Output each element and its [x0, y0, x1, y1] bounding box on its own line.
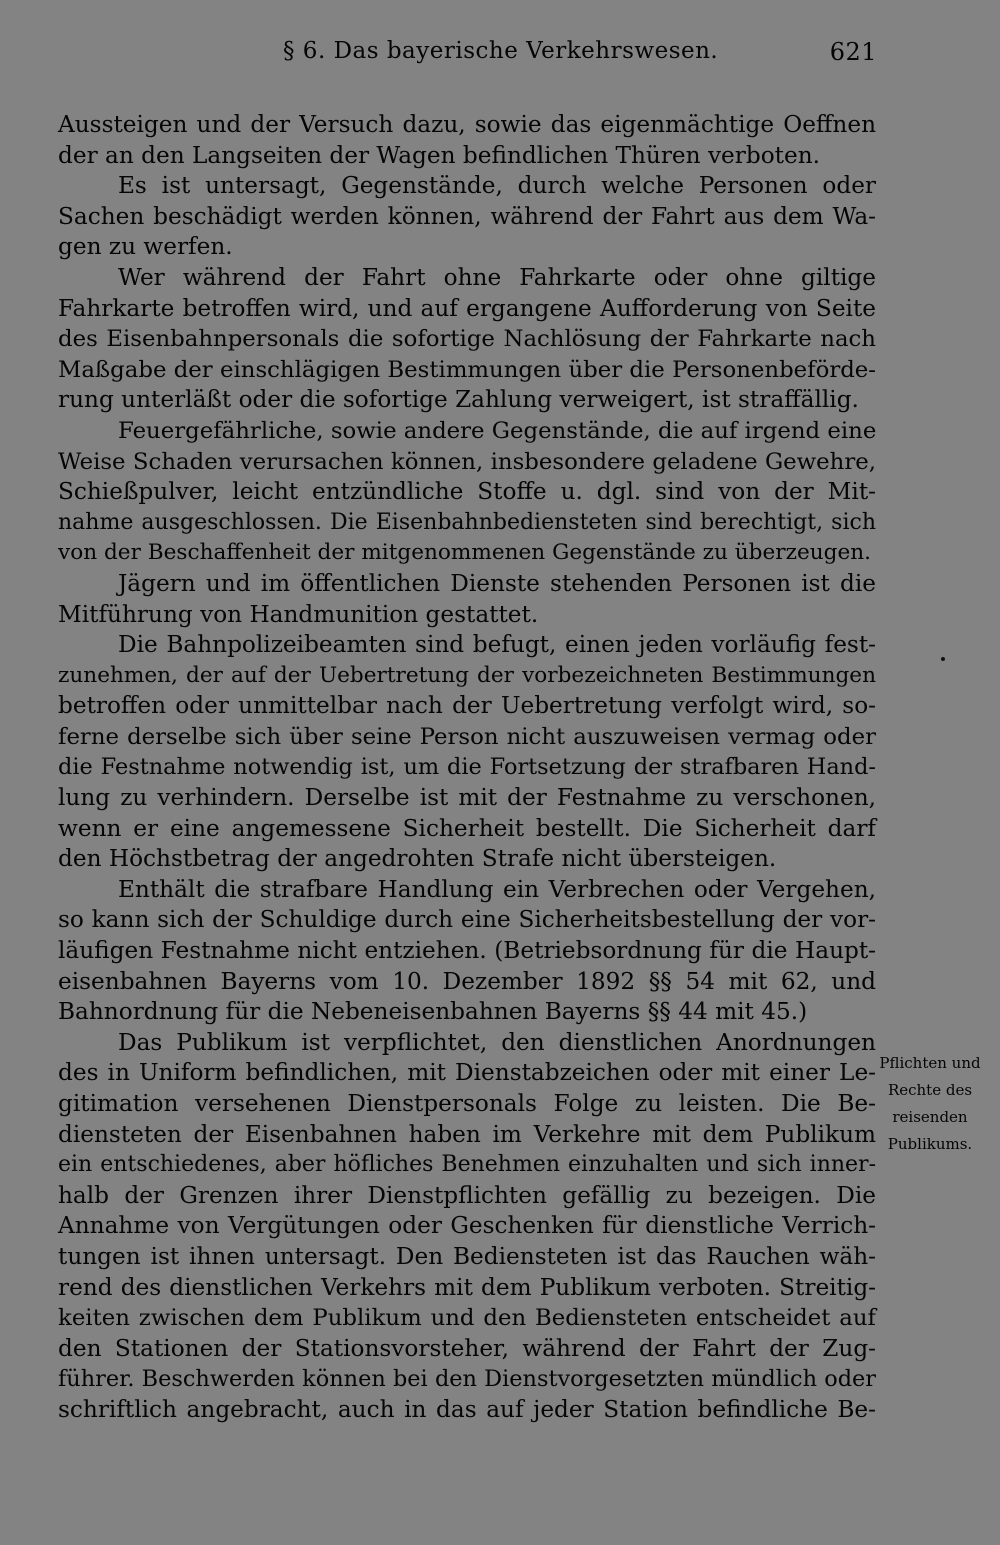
- text-line: von der Beschaffenheit der mitgenommenen Gegenstände zu überzeugen.: [58, 540, 872, 566]
- text-line: wenn er eine angemessene Sicherheit bestellt. Die Sicherheit darf: [58, 814, 876, 842]
- text-line: den Stationen der Stationsvorsteher, während der Fahrt der Zug-: [58, 1334, 876, 1362]
- page-number: 621: [829, 38, 877, 66]
- running-head: § 6. Das bayerische Verkehrswesen.: [283, 38, 719, 64]
- margin-note-line: reisenden: [892, 1108, 968, 1126]
- text-line: keiten zwischen dem Publikum und den Bediensteten entscheidet auf: [58, 1305, 876, 1332]
- text-line: gitimation versehenen Dienstpersonals Folge zu leisten. Die Be-: [58, 1090, 876, 1117]
- text-line: Annahme von Vergütungen oder Geschenken für dienstliche Verrich-: [58, 1212, 876, 1240]
- text-line: läufigen Festnahme nicht entziehen. (Betriebsordnung für die Haupt-: [58, 937, 876, 965]
- text-line: Feuergefährliche, sowie andere Gegenstände, die auf irgend eine: [118, 417, 877, 444]
- text-line: Wer während der Fahrt ohne Fahrkarte oder ohne giltige: [118, 263, 876, 291]
- text-line: gen zu werfen.: [58, 233, 233, 261]
- text-line: so kann sich der Schuldige durch eine Sicherheitsbestellung der vor-: [58, 906, 876, 934]
- page-header: [283, 38, 883, 78]
- text-line: Weise Schaden verursachen können, insbesondere geladene Gewehre,: [58, 448, 876, 475]
- text-line: der an den Langseiten der Wagen befindlichen Thüren verboten.: [58, 141, 821, 169]
- text-line: nahme ausgeschlossen. Die Eisenbahnbediensteten sind berechtigt, sich: [58, 509, 876, 535]
- text-line: halb der Grenzen ihrer Dienstpflichten gefällig zu bezeigen. Die: [58, 1181, 876, 1209]
- text-line: des in Uniform befindlichen, mit Dienstabzeichen oder mit einer Le-: [58, 1059, 876, 1087]
- text-line: führer. Beschwerden können bei den Dienstvorgesetzten mündlich oder: [58, 1366, 876, 1393]
- text-line: Aussteigen und der Versuch dazu, sowie das eigenmächtige Oeffnen: [58, 111, 876, 138]
- text-line: ein entschiedenes, aber höfliches Benehmen einzuhalten und sich inner-: [58, 1152, 876, 1178]
- text-line: Enthält die strafbare Handlung ein Verbrechen oder Vergehen,: [118, 875, 876, 903]
- text-line: Jägern und im öffentlichen Dienste stehenden Personen ist die: [118, 569, 876, 597]
- text-line: die Festnahme notwendig ist, um die Fortsetzung der strafbaren Hand-: [58, 754, 876, 781]
- margin-note-line: Publikums.: [887, 1135, 973, 1153]
- text-line: schriftlich angebracht, auch in das auf jeder Station befindliche Be-: [58, 1395, 876, 1423]
- text-line: lung zu verhindern. Derselbe ist mit der Festnahme zu verschonen,: [58, 784, 876, 812]
- text-line: Das Publikum ist verpflichtet, den dienstlichen Anordnungen: [118, 1028, 876, 1056]
- text-line: Mitführung von Handmunition gestattet.: [58, 600, 539, 628]
- text-line: diensteten der Eisenbahnen haben im Verkehre mit dem Publikum: [58, 1120, 876, 1148]
- margin-note-line: Pflichten und: [879, 1054, 981, 1072]
- margin-note-line: Rechte des: [887, 1081, 973, 1099]
- text-line: ferne derselbe sich über seine Person nicht auszuweisen vermag oder: [58, 723, 876, 750]
- text-line: des Eisenbahnpersonals die sofortige Nachlösung der Fahrkarte nach: [58, 326, 876, 353]
- text-line: rend des dienstlichen Verkehrs mit dem Publikum verboten. Streitig-: [58, 1273, 876, 1301]
- margin-note: [872, 1050, 988, 1158]
- text-line: Die Bahnpolizeibeamten sind befugt, einen jeden vorläufig fest-: [118, 631, 876, 659]
- text-line: Sachen beschädigt werden können, während der Fahrt aus dem Wa-: [58, 202, 876, 230]
- text-line: den Höchstbetrag der angedrohten Strafe nicht übersteigen.: [58, 845, 777, 873]
- text-line: Es ist untersagt, Gegenstände, durch welche Personen oder: [118, 172, 876, 200]
- body-text: [58, 110, 876, 1426]
- text-line: tungen ist ihnen untersagt. Den Bediensteten ist das Rauchen wäh-: [58, 1242, 876, 1270]
- text-line: Fahrkarte betroffen wird, und auf ergangene Aufforderung von Seite: [58, 294, 876, 322]
- text-line: betroffen oder unmittelbar nach der Uebertretung verfolgt wird, so-: [58, 692, 876, 720]
- text-line: rung unterläßt oder die sofortige Zahlung verweigert, ist straffällig.: [58, 386, 859, 414]
- text-line: Schießpulver, leicht entzündliche Stoffe u. dgl. sind von der Mit-: [58, 478, 876, 506]
- print-speck: [941, 657, 945, 661]
- text-line: zunehmen, der auf der Uebertretung der vorbezeichneten Bestimmungen: [58, 662, 876, 688]
- text-line: eisenbahnen Bayerns vom 10. Dezember 1892 §§ 54 mit 62, und: [58, 967, 876, 995]
- text-line: Maßgabe der einschlägigen Bestimmungen über die Personenbeförde-: [58, 356, 876, 383]
- text-line: Bahnordnung für die Nebeneisenbahnen Bayerns §§ 44 mit 45.): [58, 998, 808, 1026]
